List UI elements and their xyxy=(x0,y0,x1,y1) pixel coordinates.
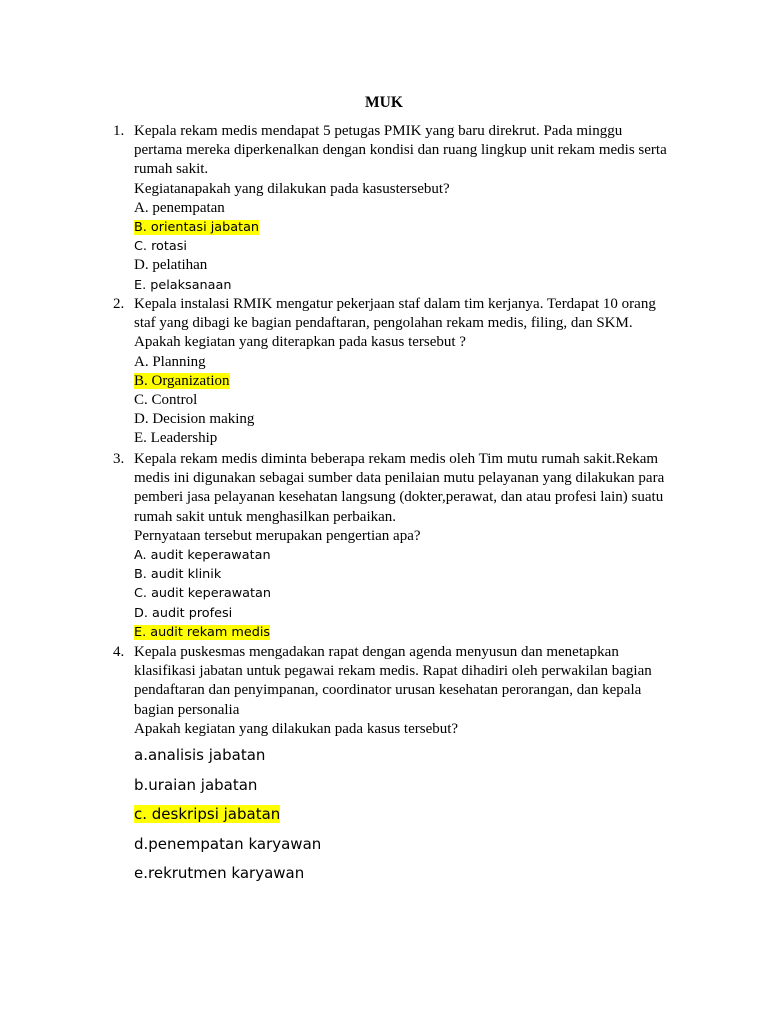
answer-option-text: E. Leadership xyxy=(134,430,218,447)
answer-option-text: E. pelaksanaan xyxy=(134,277,232,293)
answer-option xyxy=(134,546,683,565)
answer-option-correct xyxy=(134,372,683,391)
question-text-line: staf yang dibagi ke bagian pendaftaran, pengolahan rekam medis, filing, dan SKM. xyxy=(134,315,633,332)
question-text-line: Kepala puskesmas mengadakan rapat dengan agenda menyusun dan menetapkan xyxy=(134,644,619,660)
document-title: MUK xyxy=(365,94,403,111)
answer-option-text: D. Decision making xyxy=(134,411,255,428)
question-text-line: bagian personalia xyxy=(134,701,240,718)
question-body xyxy=(134,643,683,884)
question-text-line: medis ini digunakan sebagai sumber data penilaian mutu pelayanan yang dilakukan para xyxy=(134,470,665,487)
answer-option xyxy=(134,353,683,372)
question-text-line: klasifikasi jabatan untuk pegawai rekam medis. Rapat dihadiri oleh perwakilan bagian xyxy=(134,663,652,680)
question-text-line: Kegiatanapakah yang dilakukan pada kasustersebut? xyxy=(134,180,450,197)
question-body xyxy=(134,450,683,642)
answer-option xyxy=(134,864,683,883)
answer-option xyxy=(134,565,683,584)
answer-option xyxy=(134,237,683,256)
question-text-line: pendaftaran dan penyimpanan, coordinator urusan kesehatan perorangan, dan kepala xyxy=(134,682,642,699)
highlighted-answer-text: B. orientasi jabatan xyxy=(134,220,260,236)
question-text-line: rumah sakit untuk menghasilkan perbaikan. xyxy=(134,508,397,525)
answer-option-text: b.uraian jabatan xyxy=(134,775,258,794)
question-body xyxy=(134,122,683,295)
answer-option xyxy=(134,256,683,275)
question-text-line: Kepala instalasi RMIK mengatur pekerjaan staf dalam tim kerjanya. Terdapat 10 orang xyxy=(134,296,656,312)
answer-option xyxy=(134,276,683,295)
answer-option xyxy=(134,391,683,410)
question-text-line: Pernyataan tersebut merupakan pengertian apa? xyxy=(134,527,421,544)
answer-option-text: a.analisis jabatan xyxy=(134,746,266,765)
question-text-line: Apakah kegiatan yang dilakukan pada kasus tersebut? xyxy=(134,720,459,737)
answer-option-text: D. pelatihan xyxy=(134,257,208,274)
question-text-line: pertama mereka diperkenalkan dengan kondisi dan ruang lingkup unit rekam medis serta xyxy=(134,142,667,159)
answer-option-text: A. penempatan xyxy=(134,199,225,216)
answer-option-text: C. audit keperawatan xyxy=(134,586,271,602)
answer-option-correct xyxy=(134,805,683,824)
question-body xyxy=(134,295,683,449)
question-text-line: Kepala rekam medis mendapat 5 petugas PMIK yang baru direkrut. Pada minggu xyxy=(134,123,623,139)
answer-option xyxy=(134,604,683,623)
answer-option xyxy=(134,584,683,603)
question-text-line: Kepala rekam medis diminta beberapa rekam medis oleh Tim mutu rumah sakit.Rekam xyxy=(134,451,659,467)
answer-option-text: C. Control xyxy=(134,392,198,409)
answer-option-text: A. Planning xyxy=(134,353,206,370)
question-number: 4. xyxy=(113,644,125,660)
answer-option xyxy=(134,429,683,448)
answer-option-text: D. audit profesi xyxy=(134,605,233,621)
question-number: 1. xyxy=(113,123,125,139)
question-text-line: rumah sakit. xyxy=(134,161,209,178)
answer-option xyxy=(134,410,683,429)
question-number: 3. xyxy=(113,451,125,467)
answer-option-text: B. audit klinik xyxy=(134,567,222,583)
question-text-line: Apakah kegiatan yang diterapkan pada kasus tersebut ? xyxy=(134,334,466,351)
answer-option xyxy=(134,835,683,854)
answer-option xyxy=(134,746,683,765)
highlighted-answer-text: B. Organization xyxy=(134,372,230,389)
answer-option-text: e.rekrutmen karyawan xyxy=(134,864,305,883)
question-text-line: pemberi jasa pelayanan kesehatan langsung (dokter,perawat, dan atau profesi lain) suatu xyxy=(134,489,664,506)
highlighted-answer-text: E. audit rekam medis xyxy=(134,624,271,640)
answer-option-correct xyxy=(134,623,683,642)
answer-option-text: A. audit keperawatan xyxy=(134,548,271,564)
answer-option-text: C. rotasi xyxy=(134,239,187,255)
answer-option xyxy=(134,776,683,795)
answer-option xyxy=(134,199,683,218)
highlighted-answer-text: c. deskripsi jabatan xyxy=(134,805,281,824)
answer-option-correct xyxy=(134,218,683,237)
answer-option-text: d.penempatan karyawan xyxy=(134,834,322,853)
question-number: 2. xyxy=(113,296,125,312)
